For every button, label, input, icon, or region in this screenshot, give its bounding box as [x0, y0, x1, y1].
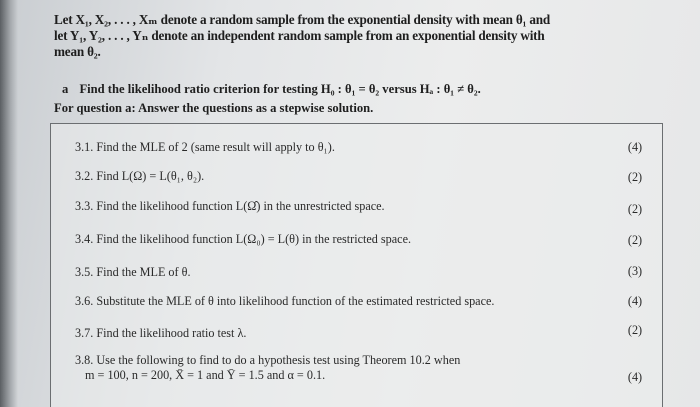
questions-box: [50, 123, 663, 407]
intro-line-1: Let X₁, X₂, . . . , Xₘ denote a random sample from the exponential density with mean θ₁ and: [54, 12, 551, 27]
item-3-7: 3.7. Find the likelihood ratio test λ.: [75, 326, 247, 340]
instruction-text: For question a: Answer the questions as a stepwise solution.: [54, 101, 374, 115]
item-3-5: 3.5. Find the MLE of θ.: [75, 265, 191, 279]
item-3-8-line-2: m = 100, n = 200, X̄ = 1 and Ȳ = 1.5 and α = 0.1.: [85, 368, 326, 382]
marks-3-2: (2): [627, 170, 643, 184]
item-3-1: 3.1. Find the MLE of 2 (same result will apply to θ₁).: [75, 140, 335, 154]
item-3-2: 3.2. Find L(Ω) = L(θ₁, θ₂).: [75, 169, 205, 183]
problem-intro: [54, 12, 624, 60]
intro-line-3: mean θ₂.: [54, 44, 101, 59]
marks-3-8: (4): [627, 370, 643, 384]
marks-3-6: (4): [627, 294, 643, 308]
item-3-4: 3.4. Find the likelihood function L(Ω₀) = L(θ) in the restricted space.: [75, 232, 412, 246]
item-3-3: 3.3. Find the likelihood function L(Ω̂) in the unrestricted space.: [75, 199, 385, 213]
marks-3-1: (4): [627, 140, 643, 154]
marks-3-5: (3): [627, 264, 643, 278]
page-shadow-edge: [0, 0, 18, 407]
question-a: [62, 82, 481, 97]
item-3-8: [75, 353, 460, 383]
item-3-8-line-1: 3.8. Use the following to find to do a hypothesis test using Theorem 10.2 when: [75, 353, 461, 367]
marks-3-4: (2): [627, 233, 643, 247]
question-a-bullet: a: [62, 82, 69, 96]
marks-3-3: (2): [627, 202, 643, 216]
marks-3-7: (2): [627, 323, 643, 337]
item-3-6: 3.6. Substitute the MLE of θ into likelihood function of the estimated restricted space.: [75, 294, 495, 308]
question-a-text: Find the likelihood ratio criterion for testing H₀ : θ₁ = θ₂ versus Hₐ : θ₁ ≠ θ₂.: [79, 82, 481, 96]
intro-line-2: let Y₁, Y₂, . . . , Yₙ denote an independent random sample from an exponential density with: [54, 28, 545, 43]
